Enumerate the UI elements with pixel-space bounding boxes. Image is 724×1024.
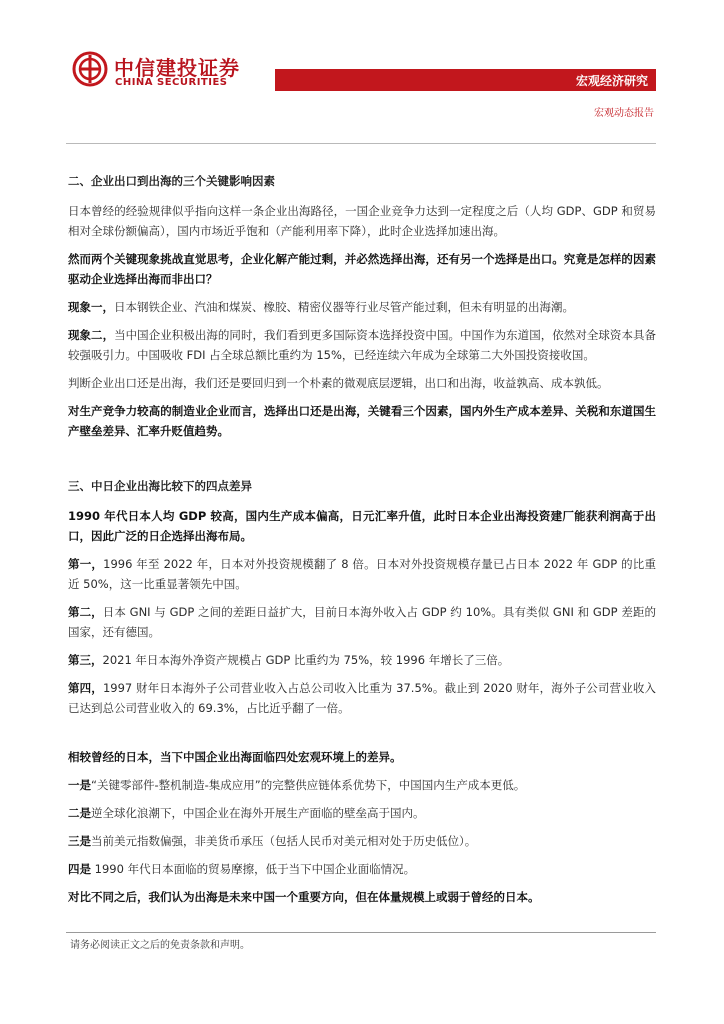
paragraph: [68, 325, 656, 365]
paragraph: [68, 650, 656, 670]
paragraph-bold: 1990 年代日本人均 GDP 较高，国内生产成本偏高，日元汇率升值，此时日本企业出海投资建厂能获利润高于出口，因此广泛的日企选择出海布局。: [68, 509, 656, 543]
paragraph: [68, 554, 656, 594]
lead-phrase: 第一，: [68, 557, 104, 571]
paragraph-bold: 对比不同之后，我们认为出海是未来中国一个重要方向，但在体量规模上或弱于曾经的日本。: [68, 890, 540, 904]
report-category: 宏观经济研究: [575, 74, 648, 88]
paragraph-bold: 相较曾经的日本，当下中国企业出海面临四处宏观环境上的差异。: [68, 750, 402, 764]
paragraph-text: 1997 财年日本海外子公司营业收入占总公司收入比重为 37.5%。截止到 2020 财年，海外子公司营业收入已达到总公司营业收入的 69.3%，占比近乎翻了一倍。: [68, 681, 657, 715]
lead-phrase: 现象二，: [68, 328, 115, 342]
paragraph: [68, 775, 656, 795]
paragraph-text: 当中国企业积极出海的同时，我们看到更多国际资本选择投资中国。中国作为东道国，依然对全球资本具备较强吸引力。中国吸收 FDI 占全球总额比重约为 15%，已经连续六年成为全球第二大外国投资接收国。: [68, 328, 656, 362]
lead-phrase: 三是: [68, 834, 91, 848]
paragraph: [68, 297, 656, 317]
paragraph: 判断企业出口还是出海，我们还是要回归到一个朴素的微观底层逻辑，出口和出海，收益孰高、成本孰低。: [68, 376, 609, 390]
logo-english-name: CHINA SECURITIES: [115, 77, 228, 88]
paragraph-text: 2021 年日本海外净资产规模占 GDP 比重约为 75%，较 1996 年增长了三倍。: [102, 653, 510, 667]
paragraph-text: 1996 年至 2022 年，日本对外投资规模翻了 8 倍。日本对外投资规模存量已占日本 2022 年 GDP 的比重近 50%，这一比重显著领先中国。: [68, 557, 656, 591]
section-heading-3: 三、中日企业出海比较下的四点差异: [68, 479, 252, 493]
lead-phrase: 四是: [68, 862, 91, 876]
paragraph: [68, 831, 656, 851]
report-type: 宏观动态报告: [594, 108, 654, 119]
paragraph-text: 日本钢铁企业、汽油和煤炭、橡胶、精密仪器等行业尽管产能过剩，但未有明显的出海潮。: [114, 300, 574, 314]
paragraph-text: “关键零部件-整机制造-集成应用”的完整供应链体系优势下，中国国内生产成本更低。: [91, 778, 526, 792]
logo-chinese-name: 中信建投证券: [114, 56, 240, 80]
paragraph-text: 当前美元指数偏强，非美货币承压（包括人民币对美元相对处于历史低位）。: [91, 834, 477, 848]
header-category-bar: [275, 69, 656, 91]
china-securities-logo-icon: [72, 51, 108, 87]
paragraph-bold: 然而两个关键现象挑战直觉思考，企业化解产能过剩，并必然选择出海，还有另一个选择是出口。究竟是怎样的因素驱动企业选择出海而非出口？: [68, 252, 656, 286]
paragraph: [68, 602, 656, 642]
lead-phrase: 第三，: [68, 653, 103, 667]
spacer: [68, 449, 656, 476]
lead-phrase: 一是: [68, 778, 91, 792]
paragraph: 日本曾经的经验规律似乎指向这样一条企业出海路径，一国企业竞争力达到一定程度之后（人均 GDP、GDP 和贸易相对全球份额偏高），国内市场近乎饱和（产能利用率下降），此时企业选择加速出海。: [68, 204, 656, 238]
paragraph: [68, 859, 656, 879]
footer-divider: [66, 932, 656, 933]
paragraph: [68, 803, 656, 823]
lead-phrase: 第二，: [68, 605, 103, 619]
header-divider: [66, 143, 656, 144]
paragraph: [68, 678, 656, 718]
spacer: [68, 726, 656, 747]
lead-phrase: 现象一，: [68, 300, 114, 314]
footer-disclaimer: 请务必阅读正文之后的免责条款和声明。: [70, 940, 250, 951]
paragraph-text: 日本 GNI 与 GDP 之间的差距日益扩大，目前日本海外收入占 GDP 约 10%。具有类似 GNI 和 GDP 差距的国家，还有德国。: [68, 605, 656, 639]
section-heading-2: 二、企业出口到出海的三个关键影响因素: [68, 174, 275, 188]
report-body: [68, 171, 656, 915]
company-logo: [72, 51, 272, 93]
paragraph-bold: 对生产竞争力较高的制造业企业而言，选择出口还是出海，关键看三个因素，国内外生产成本差异、关税和东道国生产壁垒差异、汇率升贬值趋势。: [68, 404, 656, 438]
lead-phrase: 第四，: [68, 681, 103, 695]
paragraph-text: 逆全球化浪潮下，中国企业在海外开展生产面临的壁垒高于国内。: [91, 806, 425, 820]
paragraph-text: 1990 年代日本面临的贸易摩擦，低于当下中国企业面临情况。: [91, 862, 416, 876]
lead-phrase: 二是: [68, 806, 91, 820]
